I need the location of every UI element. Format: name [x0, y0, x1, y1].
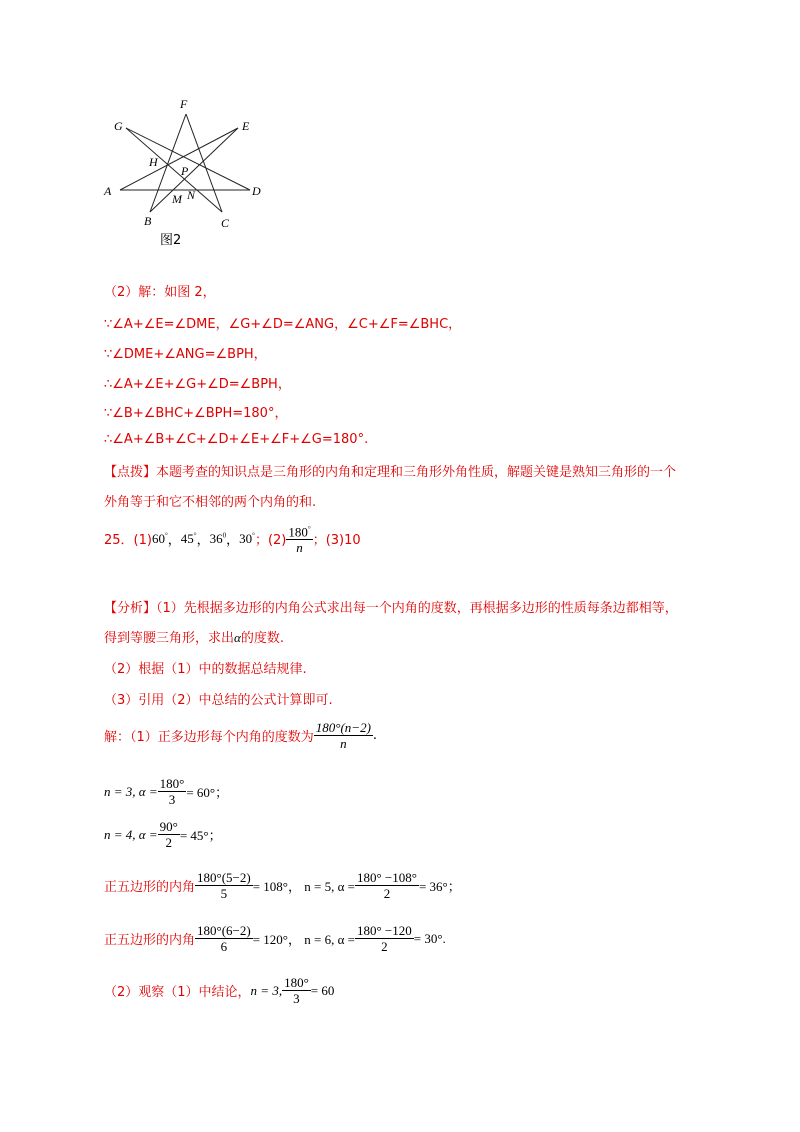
- equation-n5: 正五边形的内角 $\frac{180^\circ(5-2)}{5}$ = 108°， n = 5, α = $\frac{180^\circ -108^\circ}{2}$ = 36°；: [104, 870, 461, 901]
- label-P: P: [181, 164, 189, 178]
- equation-n6: 正五边形的内角 $\frac{180^\circ(6-2)}{6}$ = 120°， n = 6, α = $\frac{180^\circ -120}{2}$ = 30°.: [104, 923, 446, 954]
- label-E: E: [242, 119, 250, 133]
- label-A: A: [104, 184, 112, 198]
- label-H: H: [149, 155, 158, 169]
- solution2-line-4: ∴∠A+∠E+∠G+∠D=∠BPH，: [104, 377, 291, 392]
- dianbo-tag: 【点拨】: [104, 465, 157, 480]
- label-N: N: [187, 188, 196, 202]
- label-C: C: [221, 216, 230, 230]
- solution2-line-1: （2）解：如图 2，: [104, 285, 216, 300]
- answer-25: 25．(1) 60° ， 45° ， $36^0$ ， 30° ；(2) $\frac{180^\circ}{n}$ ；(3)10: [104, 522, 361, 555]
- geometry-figure: [100, 94, 270, 254]
- answer-v3: $36^0$: [209, 530, 227, 546]
- answer-part3: ；(3)10: [312, 533, 361, 549]
- analysis-line-2: 得到等腰三角形，求出α的度数.: [104, 630, 284, 646]
- analysis-line-4: （3）引用（2）中总结的公式计算即可.: [104, 693, 333, 708]
- dianbo-line-1: [104, 461, 676, 480]
- answer-v4: 30°: [239, 530, 255, 546]
- answer-v2: 45°: [180, 530, 197, 546]
- solution2-line-2: ∵∠A+∠E=∠DME，∠G+∠D=∠ANG，∠C+∠F=∠BHC，: [104, 317, 462, 332]
- label-D: D: [252, 184, 261, 198]
- solution2-line-6: ∴∠A+∠B+∠C+∠D+∠E+∠F+∠G=180°.: [104, 432, 369, 447]
- analysis-line-1: 【分析】（1）先根据多边形的内角公式求出每一个内角的度数，再根据多边形的性质每条边都相等，: [104, 601, 678, 616]
- answer-frac: $\frac{180^\circ}{n}$: [286, 522, 312, 555]
- equation-n4: n = 4, α = $\frac{90^\circ}{2}$ = 45°；: [104, 819, 222, 850]
- answer-v1: 60°: [151, 530, 168, 546]
- analysis-line-3: （2）根据（1）中的数据总结规律.: [104, 662, 307, 677]
- answer-part2: ；(2): [254, 533, 287, 549]
- answer-25-prefix: 25．(1): [104, 533, 152, 549]
- observation: （2）观察（1）中结论， n = 3, $\frac{180^\circ}{3}$ = 60: [104, 975, 335, 1006]
- label-B: B: [144, 214, 152, 228]
- label-M: M: [172, 192, 182, 206]
- solution2-line-5: ∵∠B+∠BHC+∠BPH=180°，: [104, 406, 288, 421]
- equation-n3: n = 3, α = $\frac{180^\circ}{3}$ = 60°；: [104, 776, 229, 807]
- label-F: F: [180, 97, 188, 111]
- alpha-symbol: α: [234, 630, 241, 645]
- analysis-tag: 【分析】: [104, 601, 157, 616]
- label-G: G: [114, 119, 123, 133]
- solution-intro: 解：（1）正多边形每个内角的度数为 $\frac{180^\circ(n-2)}{n}$ .: [104, 720, 378, 751]
- dianbo-line-2: 外角等于和它不相邻的两个内角的和.: [104, 495, 317, 510]
- figure-caption: 图2: [160, 233, 182, 248]
- solution2-line-3: ∵∠DME+∠ANG=∠BPH，: [104, 347, 267, 362]
- dianbo-text-1: 本题考查的知识点是三角形的内角和定理和三角形外角性质，解题关键是熟知三角形的一个: [156, 465, 677, 480]
